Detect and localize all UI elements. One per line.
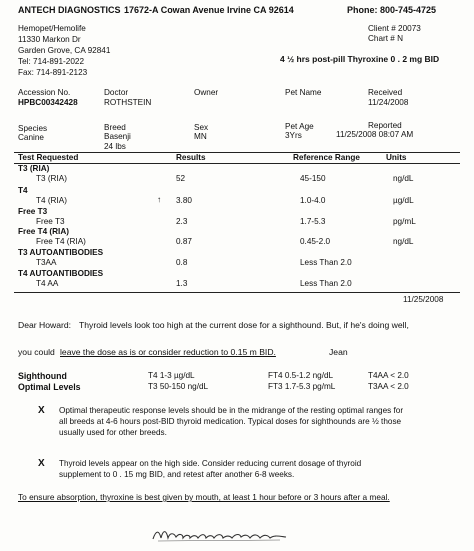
pet-name-label: Pet Name	[285, 88, 322, 97]
accession-value: HPBC00342428	[18, 98, 78, 107]
optimal-t3aa: T3AA < 2.0	[368, 382, 409, 391]
optimal-t3: T3 50-150 ng/dL	[148, 382, 209, 391]
sex-value: MN	[194, 132, 207, 141]
table-test-name: T3AA	[36, 258, 57, 267]
signature-image	[150, 524, 290, 546]
lab-title: ANTECH DIAGNOSTICS	[18, 5, 121, 15]
clinic-name: Hemopet/Hemolife	[18, 24, 86, 33]
col-header-range: Reference Range	[293, 153, 360, 162]
owner-label: Owner	[194, 88, 219, 97]
col-header-test: Test Requested	[18, 153, 79, 162]
species-value: Canine	[18, 133, 44, 142]
client-number: Client # 20073	[368, 24, 421, 33]
table-test-name: T4 AA	[36, 279, 59, 288]
absorption-note: To ensure absorption, thyroxine is best given by mouth, at least 1 hour before or 3 hours after a meal.	[18, 492, 390, 502]
clinic-tel: Tel: 714-891-2022	[18, 57, 85, 66]
table-result: 1.3	[176, 279, 188, 288]
table-header-rule	[14, 163, 460, 164]
report-date: 11/25/2008	[403, 295, 444, 304]
table-unit: µg/dL	[393, 196, 414, 205]
table-unit: ng/dL	[393, 174, 414, 183]
lab-phone: Phone: 800-745-4725	[347, 5, 437, 15]
optimal-t4aa: T4AA < 2.0	[368, 371, 409, 380]
optimal-t4: T4 1-3 µg/dL	[148, 371, 195, 380]
doctor-value: ROTHSTEIN	[104, 98, 152, 107]
optimal-ft3: FT3 1.7-5.3 pg/mL	[268, 382, 336, 391]
table-test-name: Free T4 (RIA)	[36, 237, 86, 246]
table-result: 0.8	[176, 258, 188, 267]
chart-number: Chart # N	[368, 34, 404, 43]
reported-value: 11/25/2008 08:07 AM	[336, 130, 414, 139]
optimal-ft4: FT4 0.5-1.2 ng/dL	[268, 371, 334, 380]
col-header-units: Units	[386, 153, 407, 162]
table-unit: ng/dL	[393, 237, 414, 246]
col-header-results: Results	[176, 153, 206, 162]
table-test-name: T4 (RIA)	[36, 196, 67, 205]
table-unit: pg/mL	[393, 217, 416, 226]
letter-line-2-underlined: leave the dose as is or consider reduction to 0.15 m BID.	[60, 347, 276, 357]
letter-line-2-start: you could	[18, 347, 55, 357]
bullet-2-line-1: Thyroid levels appear on the high side. Consider reducing current dosage of thyroid	[59, 459, 362, 468]
clinic-city: Garden Grove, CA 92841	[18, 46, 111, 55]
table-result: 52	[176, 174, 186, 183]
table-group-label: Free T3	[18, 207, 48, 216]
table-test-name: T3 (RIA)	[36, 174, 67, 183]
optimal-levels-label: Optimal Levels	[18, 382, 81, 392]
dosage-note: 4 ½ hrs post-pill Thyroxine 0 . 2 mg BID	[280, 54, 440, 64]
table-range: 1.0-4.0	[300, 196, 326, 205]
clinic-fax: Fax: 714-891-2123	[18, 68, 88, 77]
sex-label: Sex	[194, 123, 209, 132]
breed-label: Breed	[104, 123, 126, 132]
received-value: 11/24/2008	[368, 98, 409, 107]
bullet-1-line-2: all breeds at 4-6 hours post-BID thyroid medication. Typical doses for sighthounds are ½ those	[59, 417, 402, 426]
reported-label: Reported	[368, 121, 402, 130]
table-group-label: Free T4 (RIA)	[18, 227, 69, 236]
bullet-1-line-3: usually used for other breeds.	[59, 428, 167, 437]
received-label: Received	[368, 88, 403, 97]
table-result: 2.3	[176, 217, 188, 226]
accession-label: Accession No.	[18, 88, 71, 97]
table-group-label: T4 AUTOANTIBODIES	[18, 269, 104, 278]
letter-signoff-name: Jean	[329, 347, 348, 357]
breed-value: Basenji	[104, 132, 131, 141]
table-range: 45-150	[300, 174, 326, 183]
bullet-1-line-1: Optimal therapeutic response levels should be in the midrange of the resting optimal ranges for	[59, 406, 404, 415]
table-result: 0.87	[176, 237, 192, 246]
clinic-street: 11330 Markon Dr	[18, 35, 81, 44]
table-group-label: T4	[18, 186, 28, 195]
bullet-2-line-2: supplement to 0 . 15 mg BID, and retest after another 6-8 weeks.	[59, 470, 295, 479]
species-label: Species	[18, 124, 48, 133]
pet-age-value: 3Yrs	[285, 131, 302, 140]
letter-salutation: Dear Howard:	[18, 320, 72, 330]
table-range: Less Than 2.0	[300, 279, 352, 288]
letter-line-1: Thyroid levels look too high at the current dose for a sighthound. But, if he's doing well,	[79, 320, 409, 330]
table-bottom-rule	[14, 292, 460, 293]
bullet-x-icon: X	[38, 458, 45, 469]
table-range: 0.45-2.0	[300, 237, 331, 246]
table-group-label: T3 AUTOANTIBODIES	[18, 248, 104, 257]
table-range: Less Than 2.0	[300, 258, 352, 267]
high-flag-icon: ↑	[157, 195, 162, 204]
table-range: 1.7-5.3	[300, 217, 326, 226]
table-result: 3.80	[176, 196, 192, 205]
doctor-label: Doctor	[104, 88, 129, 97]
table-group-label: T3 (RIA)	[18, 164, 50, 173]
weight-value: 24 lbs	[104, 142, 126, 151]
sighthound-label: Sighthound	[18, 371, 67, 381]
lab-address: 17672-A Cowan Avenue Irvine CA 92614	[124, 5, 294, 15]
pet-age-label: Pet Age	[285, 122, 314, 131]
table-test-name: Free T3	[36, 217, 65, 226]
bullet-x-icon: X	[38, 405, 45, 416]
